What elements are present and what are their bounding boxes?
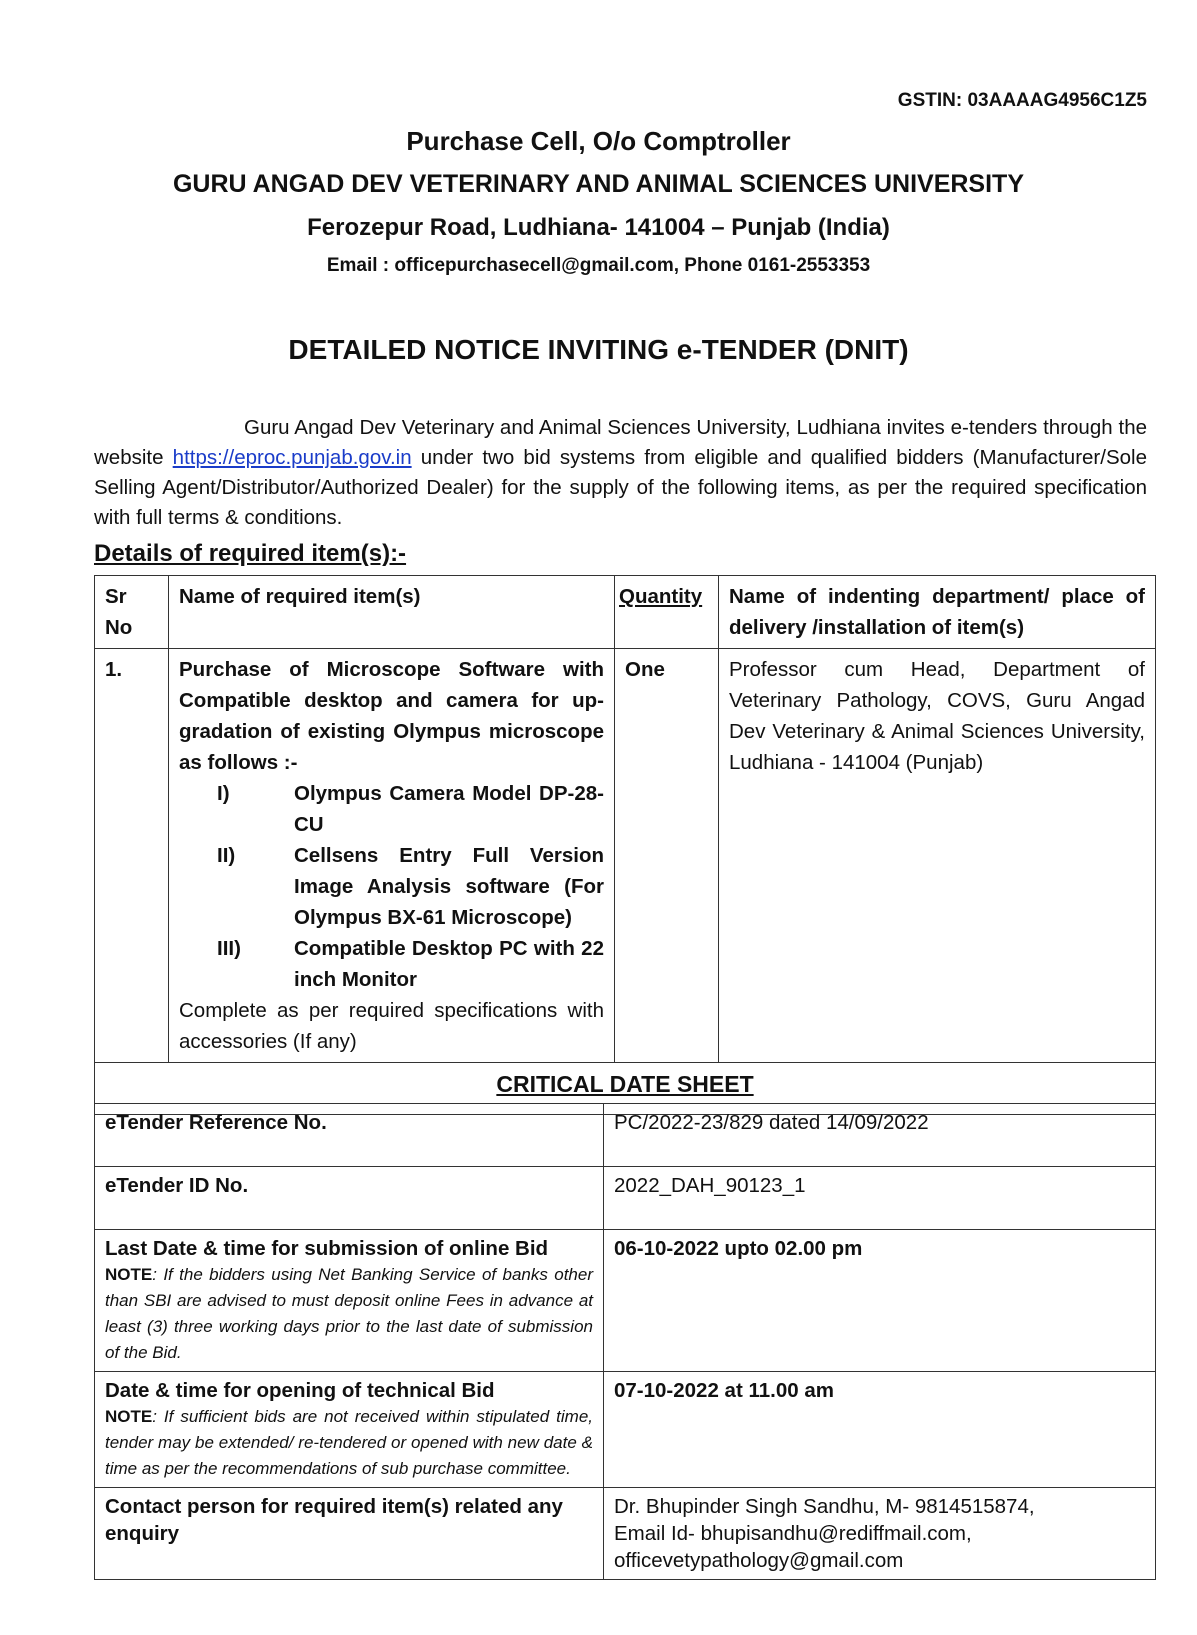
sub-item-number: I): [217, 782, 230, 805]
table-row: [95, 1230, 1156, 1372]
submission-note: [105, 1262, 593, 1366]
contact-line-1: Dr. Bhupinder Singh Sandhu, M- 9814515874,: [614, 1495, 1035, 1518]
submission-cell: [95, 1230, 604, 1372]
sub-item-text: Compatible Desktop PC with 22 inch Monitor: [294, 937, 604, 991]
critical-date-sheet-heading: CRITICAL DATE SHEET: [95, 1063, 1156, 1115]
row-department: Professor cum Head, Department of Veterinary Pathology, COVS, Guru Angad Dev Veterinary & Animal Sciences University, Ludhiana - 141004 (Punjab): [719, 649, 1156, 1063]
details-heading: Details of required item(s):-: [94, 540, 407, 567]
note-key: NOTE: [105, 1265, 153, 1284]
row-item-cell: [169, 649, 615, 1063]
office-name: Purchase Cell, O/o Comptroller: [406, 126, 791, 156]
opening-label: Date & time for opening of technical Bid: [105, 1379, 495, 1402]
intro-paragraph: [94, 413, 1147, 533]
table-row: [95, 649, 1156, 1063]
header-quantity: Quantity: [615, 576, 719, 649]
university-name: GURU ANGAD DEV VETERINARY AND ANIMAL SCIENCES UNIVERSITY: [172, 170, 1024, 198]
id-value: 2022_DAH_90123_1: [604, 1167, 1156, 1230]
item-footer: Complete as per required specifications with accessories (If any): [179, 999, 604, 1053]
contact-line: Email : officepurchasecell@gmail.com, Phone 0161-2553353: [326, 255, 871, 276]
contact-label: Contact person for required item(s) related any enquiry: [95, 1488, 604, 1580]
table-row: [95, 1167, 1156, 1230]
items-table: [94, 575, 1156, 1115]
document-title: DETAILED NOTICE INVITING e-TENDER (DNIT): [288, 334, 909, 365]
gstin-number: GSTIN: 03AAAAG4956C1Z5: [897, 90, 1147, 111]
intro-text-2: under two bid systems from eligible and qualified bidders (Manufacturer/Sole Selling Agent/Distributor/Authorized Dealer) for the supply of the following items, as per the required specification with full terms & conditions.: [94, 446, 1147, 529]
header-sr-no: Sr No: [95, 576, 169, 649]
ref-label: eTender Reference No.: [95, 1104, 604, 1167]
contact-value: [604, 1488, 1156, 1580]
sub-item-text: Olympus Camera Model DP-28-CU: [294, 782, 604, 836]
address: Ferozepur Road, Ludhiana- 141004 – Punjab (India): [307, 214, 890, 241]
sub-item-3: [179, 933, 604, 995]
submission-value: 06-10-2022 upto 02.00 pm: [604, 1230, 1156, 1372]
opening-cell: [95, 1372, 604, 1488]
header-item-name: Name of required item(s): [169, 576, 615, 649]
sub-item-number: III): [217, 937, 241, 960]
eproc-link[interactable]: https://eproc.punjab.gov.in: [172, 446, 412, 469]
note-text: : If sufficient bids are not received within stipulated time, tender may be extended/ re-tendered or opened with new date & time as per the recommendations of sub purchase committee.: [105, 1407, 593, 1478]
note-text: : If the bidders using Net Banking Service of banks other than SBI are advised to must deposit online Fees in advance at least (3) three working days prior to the last date of submission of the Bid.: [105, 1265, 593, 1362]
item-title: Purchase of Microscope Software with Compatible desktop and camera for up-gradation of existing Olympus microscope as follows :-: [179, 658, 604, 774]
ref-value: PC/2022-23/829 dated 14/09/2022: [604, 1104, 1156, 1167]
intro-text-1: Guru Angad Dev Veterinary and Animal Sciences University, Ludhiana invites e-tenders through the website: [94, 416, 1147, 469]
sub-item-number: II): [217, 844, 236, 867]
table-row: [95, 1104, 1156, 1167]
header-department: Name of indenting department/ place of delivery /installation of item(s): [719, 576, 1156, 649]
items-header-row: [95, 576, 1156, 649]
row-quantity: One: [615, 649, 719, 1063]
opening-value: 07-10-2022 at 11.00 am: [604, 1372, 1156, 1488]
opening-note: [105, 1404, 593, 1482]
row-sr-no: 1.: [95, 649, 169, 1063]
sub-item-1: [179, 778, 604, 840]
critical-date-table: [94, 1103, 1156, 1580]
contact-email-1: Email Id- bhupisandhu@rediffmail.com,: [614, 1522, 972, 1545]
sub-item-text: Cellsens Entry Full Version Image Analysis software (For Olympus BX-61 Microscope): [294, 844, 604, 929]
note-key: NOTE: [105, 1407, 153, 1426]
table-row: [95, 1488, 1156, 1580]
id-label: eTender ID No.: [95, 1167, 604, 1230]
contact-email-2: officevetypathology@gmail.com: [614, 1549, 904, 1572]
table-row: [95, 1372, 1156, 1488]
submission-label: Last Date & time for submission of online Bid: [105, 1237, 549, 1260]
sub-item-2: [179, 840, 604, 933]
